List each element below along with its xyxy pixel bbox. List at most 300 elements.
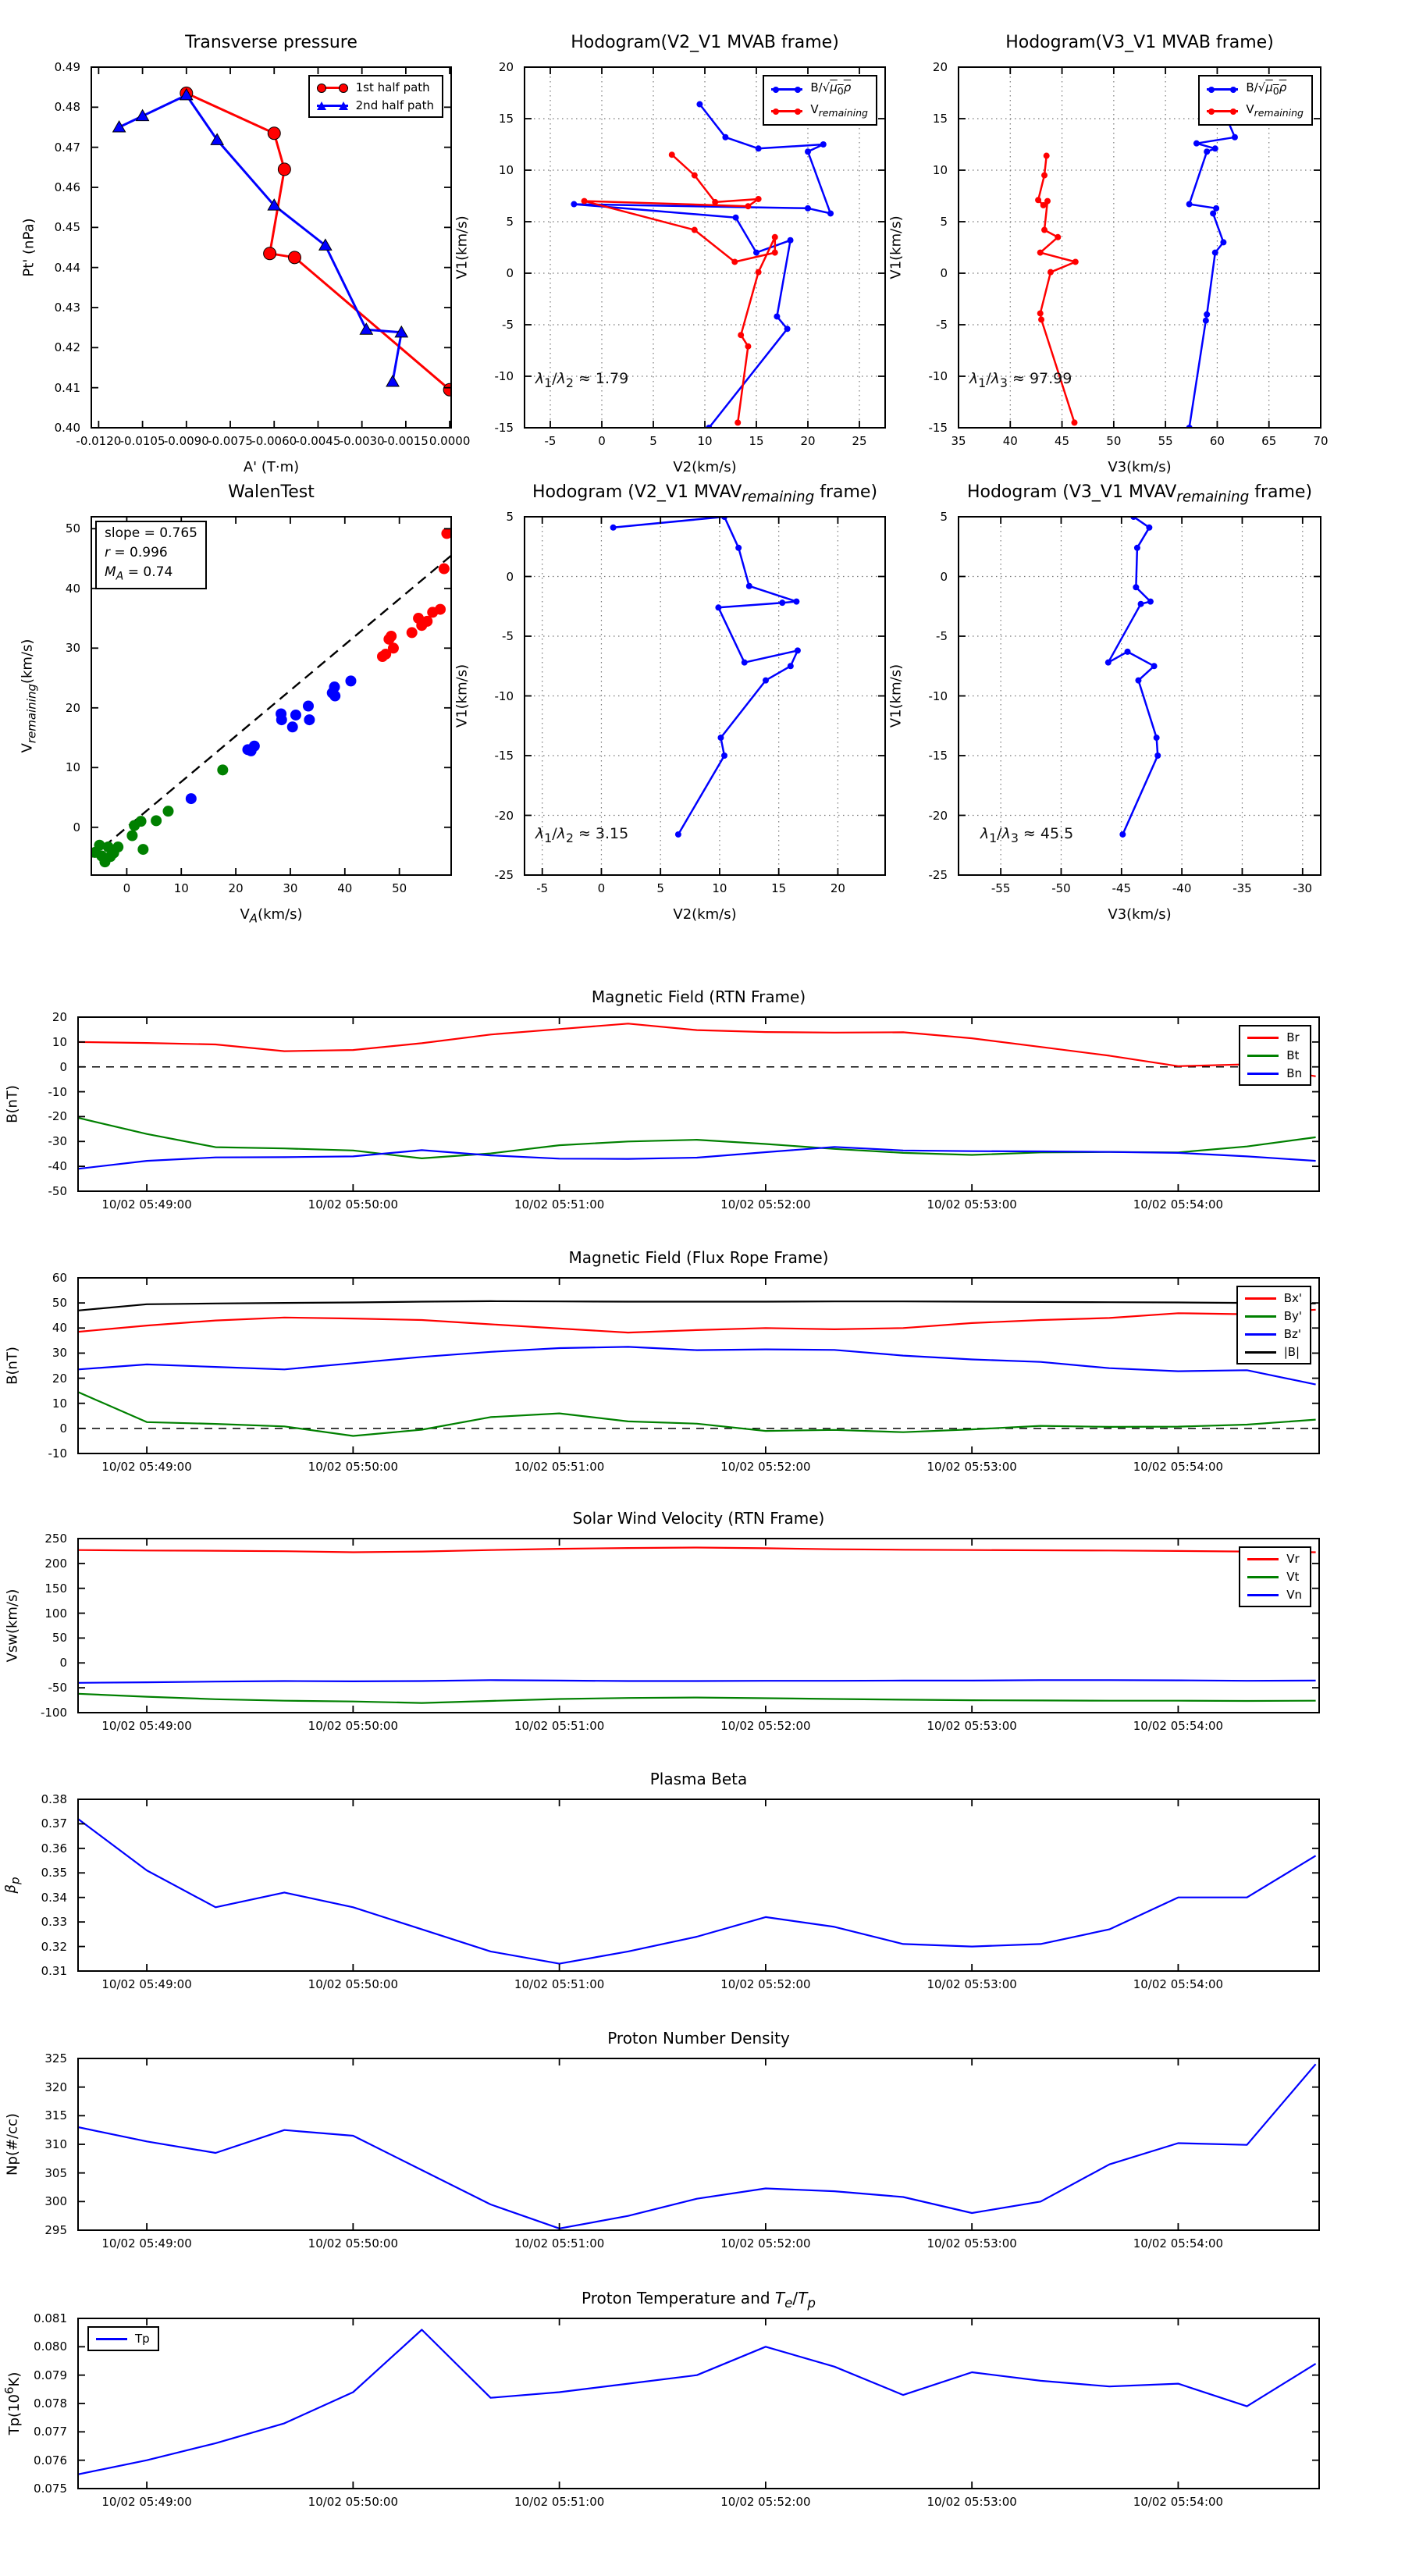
y-tick-label: 0.36 bbox=[41, 1841, 67, 1856]
scatter-point-mid-interval bbox=[345, 675, 356, 686]
legend-item bbox=[770, 102, 868, 120]
series-2nd-half-path bbox=[119, 95, 402, 382]
data-point bbox=[1232, 134, 1238, 141]
axes-frame bbox=[959, 517, 1321, 875]
y-tick-label: -25 bbox=[928, 868, 948, 882]
legend-sample-icon bbox=[1247, 1590, 1279, 1600]
x-tick-label: 10/02 05:52:00 bbox=[720, 2236, 811, 2250]
scatter-point-last-interval bbox=[388, 642, 399, 653]
y-tick-label: 5 bbox=[506, 510, 514, 524]
y-tick-label: -20 bbox=[928, 808, 948, 823]
data-point bbox=[696, 101, 702, 108]
x-tick-label: 10/02 05:50:00 bbox=[308, 1719, 399, 1733]
series-By-prime bbox=[78, 1392, 1316, 1436]
data-point bbox=[1044, 153, 1050, 159]
legend-sample-icon bbox=[1206, 84, 1239, 94]
y-tick-label: 0.38 bbox=[41, 1792, 67, 1806]
y-tick-label: 0 bbox=[59, 1421, 67, 1436]
plot-title: Hodogram(V3_V1 MVAB frame) bbox=[1005, 33, 1274, 52]
y-axis-label: Pt' (nPa) bbox=[20, 218, 37, 277]
hodogram-v2v1-mvav-remaining-canvas bbox=[439, 470, 948, 938]
x-tick-label: 10/02 05:50:00 bbox=[308, 1460, 399, 1474]
solar-wind-velocity-rtn bbox=[0, 1492, 1382, 1775]
data-point bbox=[1055, 234, 1061, 240]
y-tick-label: 10 bbox=[932, 163, 948, 177]
plot-title: Transverse pressure bbox=[185, 33, 357, 52]
y-tick-label: 0 bbox=[59, 1656, 67, 1670]
y-tick-label: 10 bbox=[498, 163, 514, 177]
y-axis-label: V1(km/s) bbox=[454, 664, 471, 728]
y-axis-label: $V_{remaining}(km/s)$ bbox=[19, 639, 39, 753]
legend-sample-icon bbox=[316, 83, 349, 93]
solar-wind-velocity-rtn-legend bbox=[1239, 1546, 1311, 1607]
data-point bbox=[717, 735, 724, 741]
x-tick-label: 0.0000 bbox=[429, 434, 471, 448]
y-tick-label: 200 bbox=[44, 1556, 67, 1571]
legend-item bbox=[1247, 1570, 1302, 1584]
data-point bbox=[1154, 735, 1160, 741]
legend-item bbox=[95, 2332, 150, 2346]
data-point bbox=[774, 313, 780, 319]
legend-item bbox=[1247, 1030, 1302, 1044]
scatter-point-first-interval bbox=[136, 816, 147, 827]
x-tick-label: 10/02 05:54:00 bbox=[1133, 1719, 1224, 1733]
annotation: $\lambda_1/\lambda_3 \approx 45.5$ bbox=[980, 824, 1074, 845]
magnetic-field-fluxrope bbox=[0, 1231, 1382, 1516]
data-point bbox=[1041, 227, 1048, 233]
data-point bbox=[1044, 198, 1051, 205]
x-tick-label: 15 bbox=[771, 881, 787, 895]
x-tick-label: 0 bbox=[123, 881, 131, 895]
y-tick-label: -5 bbox=[936, 318, 948, 332]
legend-label: $B/√\mu_0\rho$ bbox=[1246, 80, 1287, 97]
y-tick-label: 10 bbox=[65, 760, 80, 775]
series-Br bbox=[78, 1023, 1316, 1076]
data-point bbox=[745, 203, 751, 209]
y-axis-label: Np(#/cc) bbox=[4, 2113, 21, 2176]
y-tick-label: -10 bbox=[48, 1446, 67, 1461]
legend-sample-icon bbox=[1244, 1347, 1277, 1357]
plot-title: Solar Wind Velocity (RTN Frame) bbox=[572, 1509, 825, 1528]
scatter-point-mid-interval bbox=[329, 691, 340, 702]
data-point bbox=[805, 205, 811, 212]
y-tick-label: -100 bbox=[40, 1706, 67, 1720]
x-tick-label: 10/02 05:49:00 bbox=[101, 1719, 192, 1733]
legend-label: $B/√\mu_0\rho$ bbox=[810, 80, 852, 97]
y-tick-label: -10 bbox=[928, 688, 948, 703]
y-tick-label: 0.40 bbox=[54, 421, 80, 435]
x-tick-label: 20 bbox=[800, 434, 816, 448]
y-tick-label: 0.077 bbox=[34, 2425, 67, 2439]
data-point bbox=[788, 237, 794, 244]
y-tick-label: 15 bbox=[932, 112, 948, 126]
y-tick-label: 40 bbox=[52, 1321, 67, 1336]
series-Np bbox=[78, 2064, 1316, 2229]
plasma-beta-canvas bbox=[0, 1752, 1382, 2033]
annotation: $\lambda_1/\lambda_2 \approx 3.15$ bbox=[535, 824, 629, 845]
x-tick-label: 10 bbox=[697, 434, 713, 448]
y-tick-label: -15 bbox=[494, 421, 514, 435]
x-tick-label: 10/02 05:54:00 bbox=[1133, 2236, 1224, 2250]
y-tick-label: 0 bbox=[73, 820, 80, 834]
axes-frame bbox=[78, 1017, 1319, 1191]
data-point bbox=[735, 545, 742, 551]
scatter-point-mid-interval bbox=[304, 714, 315, 725]
data-point bbox=[1220, 239, 1226, 245]
legend-item bbox=[1247, 1552, 1302, 1566]
data-point bbox=[1105, 660, 1112, 666]
data-point bbox=[805, 148, 811, 155]
x-tick-label: -50 bbox=[1051, 881, 1071, 895]
plot-title: Proton Temperature and $T_e/T_p$ bbox=[582, 2289, 816, 2311]
series-Bx-prime bbox=[78, 1310, 1316, 1332]
data-point bbox=[1037, 250, 1044, 256]
legend-label: $V_{remaining}$ bbox=[810, 102, 868, 119]
x-tick-label: -5 bbox=[536, 881, 549, 895]
series-Bn bbox=[78, 1147, 1316, 1169]
y-tick-label: 0 bbox=[940, 569, 948, 584]
x-tick-label: -0.0015 bbox=[382, 434, 429, 448]
x-tick-label: 40 bbox=[337, 881, 353, 895]
y-tick-label: -40 bbox=[48, 1159, 67, 1174]
plot-title: Magnetic Field (Flux Rope Frame) bbox=[568, 1248, 829, 1267]
x-tick-label: 50 bbox=[1106, 434, 1122, 448]
x-tick-label: 10/02 05:54:00 bbox=[1133, 1197, 1224, 1212]
x-tick-label: 10/02 05:50:00 bbox=[308, 1197, 399, 1212]
legend-item bbox=[1206, 80, 1304, 98]
data-point bbox=[1037, 310, 1044, 316]
y-tick-label: 250 bbox=[44, 1532, 67, 1546]
plot-title: Hodogram (V3_V1 $MVAV_{remaining}$ frame) bbox=[966, 482, 1313, 506]
x-axis-label: $V_A(km/s)$ bbox=[240, 906, 303, 926]
y-tick-label: -15 bbox=[928, 421, 948, 435]
x-tick-label: 10/02 05:52:00 bbox=[720, 1197, 811, 1212]
legend-sample-icon bbox=[316, 101, 349, 111]
data-point bbox=[1151, 663, 1158, 669]
data-point bbox=[1071, 419, 1077, 425]
x-tick-label: 10/02 05:53:00 bbox=[927, 1460, 1017, 1474]
y-tick-label: -20 bbox=[48, 1109, 67, 1124]
data-point bbox=[1038, 316, 1044, 322]
y-tick-label: -50 bbox=[48, 1681, 67, 1695]
y-tick-label: 0.079 bbox=[34, 2368, 67, 2382]
y-tick-label: 0.48 bbox=[54, 100, 80, 115]
legend-item bbox=[1247, 1048, 1302, 1062]
data-point bbox=[610, 525, 617, 531]
data-point bbox=[1041, 173, 1048, 179]
scatter-point-first-interval bbox=[126, 831, 137, 841]
data-point bbox=[1212, 250, 1218, 256]
y-tick-label: 0 bbox=[506, 569, 514, 584]
x-tick-label: 10/02 05:51:00 bbox=[514, 2236, 605, 2250]
legend-sample-icon bbox=[770, 84, 803, 94]
plot-title: Hodogram(V2_V1 MVAB frame) bbox=[571, 33, 839, 52]
x-tick-label: 30 bbox=[283, 881, 298, 895]
legend-label: $V_{remaining}$ bbox=[1246, 102, 1304, 119]
y-tick-label: 0.081 bbox=[34, 2311, 67, 2325]
y-tick-label: 0.32 bbox=[41, 1939, 67, 1954]
y-tick-label: -10 bbox=[494, 369, 514, 383]
x-axis-label: V3(km/s) bbox=[1108, 906, 1172, 923]
x-tick-label: 20 bbox=[830, 881, 845, 895]
x-tick-label: 65 bbox=[1261, 434, 1277, 448]
legend-label: Bx' bbox=[1283, 1291, 1302, 1305]
transverse-pressure-legend bbox=[308, 75, 443, 118]
x-tick-label: 0 bbox=[597, 881, 606, 895]
x-tick-label: 10/02 05:50:00 bbox=[308, 2236, 399, 2250]
y-axis-label: $\beta_p$ bbox=[2, 1877, 23, 1894]
legend-item bbox=[316, 80, 434, 94]
plot-title: Proton Number Density bbox=[607, 2029, 790, 2048]
y-tick-label: 30 bbox=[52, 1346, 67, 1361]
transverse-pressure bbox=[5, 20, 514, 490]
data-point bbox=[788, 663, 794, 669]
data-point bbox=[756, 196, 762, 202]
fit-line bbox=[91, 556, 451, 857]
series-B-sqrt-mu0rho bbox=[1190, 103, 1235, 428]
stats-box: slope = 0.765 r = 0.996 $M_A = 0.74$ bbox=[95, 521, 207, 589]
axes-frame bbox=[525, 517, 885, 875]
x-tick-label: -0.0120 bbox=[76, 434, 122, 448]
data-point bbox=[1135, 678, 1141, 684]
legend-label: Br bbox=[1286, 1030, 1300, 1044]
annotation: $\lambda_1/\lambda_2 \approx 1.79$ bbox=[535, 370, 629, 390]
data-point bbox=[721, 753, 727, 759]
x-tick-label: -0.0045 bbox=[295, 434, 341, 448]
x-tick-label: 60 bbox=[1209, 434, 1225, 448]
legend-item bbox=[1247, 1066, 1302, 1080]
data-point bbox=[731, 258, 738, 265]
y-tick-label: -15 bbox=[928, 749, 948, 763]
x-tick-label: -0.0075 bbox=[208, 434, 253, 448]
y-tick-label: -5 bbox=[502, 629, 514, 643]
data-point bbox=[735, 419, 741, 425]
y-tick-label: 10 bbox=[52, 1034, 67, 1049]
scatter-point-first-interval bbox=[151, 815, 162, 826]
proton-temperature bbox=[0, 2272, 1382, 2551]
legend-item bbox=[1244, 1327, 1302, 1341]
data-point bbox=[772, 250, 778, 256]
x-tick-label: 10/02 05:50:00 bbox=[308, 1977, 399, 1991]
annotation: $\lambda_1/\lambda_3 \approx 97.99$ bbox=[969, 370, 1072, 390]
proton-number-density bbox=[0, 2012, 1382, 2293]
y-axis-label: B(nT) bbox=[4, 1085, 21, 1123]
series-B-magnitude bbox=[78, 1301, 1316, 1311]
data-point bbox=[1193, 141, 1200, 147]
x-tick-label: 20 bbox=[228, 881, 244, 895]
proton-temperature-canvas bbox=[0, 2272, 1382, 2551]
legend-label: Bt bbox=[1286, 1048, 1300, 1062]
legend-sample-icon bbox=[1247, 1572, 1279, 1582]
x-tick-label: 10/02 05:51:00 bbox=[514, 1460, 605, 1474]
data-point bbox=[1048, 269, 1054, 276]
data-point bbox=[1212, 145, 1218, 151]
plot-title: Plasma Beta bbox=[649, 1770, 748, 1788]
data-point bbox=[763, 678, 769, 684]
data-point bbox=[1119, 831, 1126, 838]
x-tick-label: 10/02 05:49:00 bbox=[101, 1197, 192, 1212]
y-tick-label: 300 bbox=[44, 2194, 67, 2209]
legend-label: Vr bbox=[1286, 1552, 1300, 1566]
y-tick-label: 0.34 bbox=[41, 1890, 67, 1905]
walen-test-canvas bbox=[5, 470, 514, 938]
y-tick-label: 320 bbox=[44, 2080, 67, 2094]
y-tick-label: 0.43 bbox=[54, 301, 80, 315]
scatter-point-mid-interval bbox=[303, 701, 314, 712]
scatter-point-first-interval bbox=[112, 841, 123, 852]
legend-sample-icon bbox=[1206, 106, 1239, 116]
y-tick-label: 0 bbox=[506, 266, 514, 280]
data-point bbox=[756, 269, 762, 276]
data-point bbox=[264, 247, 276, 260]
scatter-point-mid-interval bbox=[290, 710, 301, 720]
scatter-point-first-interval bbox=[162, 806, 173, 817]
data-point bbox=[753, 250, 759, 256]
series-Bz-prime bbox=[78, 1347, 1316, 1384]
x-tick-label: -30 bbox=[1293, 881, 1313, 895]
y-tick-label: -10 bbox=[48, 1084, 67, 1099]
data-point bbox=[1186, 201, 1193, 208]
x-tick-label: 10/02 05:49:00 bbox=[101, 2236, 192, 2250]
y-tick-label: 0.33 bbox=[41, 1915, 67, 1930]
data-point bbox=[1125, 649, 1131, 655]
y-tick-label: 315 bbox=[44, 2108, 67, 2123]
y-tick-label: -5 bbox=[502, 318, 514, 332]
y-axis-label: B(nT) bbox=[4, 1347, 21, 1385]
data-point bbox=[1204, 148, 1210, 155]
data-point bbox=[712, 199, 718, 205]
y-tick-label: -30 bbox=[48, 1134, 67, 1149]
legend-item bbox=[1244, 1309, 1302, 1323]
x-tick-label: -0.0060 bbox=[251, 434, 297, 448]
proton-temperature-legend bbox=[87, 2326, 159, 2351]
magnetic-field-fluxrope-legend bbox=[1236, 1286, 1311, 1364]
y-tick-label: -50 bbox=[48, 1184, 67, 1198]
x-tick-label: 25 bbox=[852, 434, 867, 448]
x-tick-label: -0.0090 bbox=[163, 434, 209, 448]
x-tick-label: 10/02 05:49:00 bbox=[101, 1977, 192, 1991]
y-tick-label: 50 bbox=[52, 1631, 67, 1646]
y-tick-label: 10 bbox=[52, 1396, 67, 1411]
x-tick-label: 10/02 05:49:00 bbox=[101, 1460, 192, 1474]
legend-sample-icon bbox=[1244, 1329, 1277, 1340]
x-tick-label: 10/02 05:53:00 bbox=[927, 1197, 1017, 1212]
x-tick-label: -55 bbox=[991, 881, 1011, 895]
data-point bbox=[1204, 311, 1210, 318]
data-point bbox=[784, 326, 791, 332]
x-axis-label: V2(km/s) bbox=[673, 459, 737, 475]
series-B-sqrt-mu0rho bbox=[1108, 517, 1158, 834]
x-tick-label: 10/02 05:53:00 bbox=[927, 2236, 1017, 2250]
y-tick-label: 0.35 bbox=[41, 1866, 67, 1880]
data-point bbox=[1146, 525, 1152, 531]
y-tick-label: 0 bbox=[940, 266, 948, 280]
x-tick-label: 0 bbox=[598, 434, 606, 448]
legend-sample-icon bbox=[770, 106, 803, 116]
data-point bbox=[582, 198, 588, 205]
axes-frame bbox=[78, 2058, 1319, 2230]
legend-sample-icon bbox=[1247, 1069, 1279, 1079]
data-point bbox=[742, 660, 748, 666]
data-point bbox=[746, 583, 752, 589]
x-axis-label: V3(km/s) bbox=[1108, 459, 1172, 475]
x-tick-label: -0.0105 bbox=[119, 434, 165, 448]
y-tick-label: 0.075 bbox=[34, 2482, 67, 2496]
legend-sample-icon bbox=[1244, 1293, 1277, 1304]
data-point bbox=[779, 600, 785, 606]
x-tick-label: 10 bbox=[173, 881, 189, 895]
y-tick-label: -10 bbox=[494, 688, 514, 703]
data-point bbox=[1154, 753, 1161, 759]
magnetic-field-rtn bbox=[0, 970, 1382, 1254]
data-point bbox=[1210, 210, 1216, 216]
legend-label: Tp bbox=[135, 2332, 150, 2346]
legend-sample-icon bbox=[95, 2334, 128, 2344]
data-point bbox=[675, 831, 681, 838]
y-axis-label: $Tp(10^6K)$ bbox=[2, 2371, 23, 2435]
y-tick-label: 0.44 bbox=[54, 260, 80, 275]
y-tick-label: 50 bbox=[65, 521, 80, 536]
data-point bbox=[1203, 318, 1209, 324]
legend-item bbox=[1206, 102, 1304, 120]
walen-test bbox=[5, 470, 514, 938]
data-point bbox=[745, 343, 751, 350]
scatter-point-last-interval bbox=[386, 631, 397, 642]
hodogram-v2v1-mvab-legend bbox=[763, 75, 877, 126]
y-tick-label: -10 bbox=[928, 369, 948, 383]
x-tick-label: 10/02 05:54:00 bbox=[1133, 2495, 1224, 2509]
legend-label: 1st half path bbox=[355, 80, 430, 94]
hodogram-v3v1-mvab-legend bbox=[1198, 75, 1313, 126]
y-tick-label: 0 bbox=[59, 1059, 67, 1074]
data-point bbox=[137, 110, 149, 121]
legend-sample-icon bbox=[1247, 1033, 1279, 1043]
y-axis-label: V1(km/s) bbox=[887, 664, 905, 728]
y-tick-label: 20 bbox=[932, 60, 948, 74]
data-point bbox=[738, 332, 744, 338]
data-point bbox=[827, 210, 834, 216]
y-tick-label: 0.078 bbox=[34, 2396, 67, 2411]
data-point bbox=[715, 604, 721, 610]
proton-number-density-canvas bbox=[0, 2012, 1382, 2293]
y-tick-label: -5 bbox=[936, 629, 948, 643]
x-tick-label: 10/02 05:52:00 bbox=[720, 1460, 811, 1474]
legend-label: By' bbox=[1283, 1309, 1302, 1323]
x-axis-label: A' (T·m) bbox=[243, 459, 300, 475]
legend-item bbox=[1244, 1291, 1302, 1305]
magnetic-field-rtn-legend bbox=[1239, 1025, 1311, 1086]
data-point bbox=[756, 145, 762, 151]
x-axis-label: V2(km/s) bbox=[673, 906, 737, 923]
series-Vt bbox=[78, 1694, 1316, 1703]
plot-title: Magnetic Field (RTN Frame) bbox=[591, 987, 806, 1006]
y-tick-label: 325 bbox=[44, 2051, 67, 2065]
x-tick-label: 15 bbox=[749, 434, 764, 448]
y-tick-label: 0.42 bbox=[54, 340, 80, 355]
data-point bbox=[692, 227, 698, 233]
data-point bbox=[1035, 197, 1041, 203]
data-point bbox=[1134, 545, 1140, 551]
data-point bbox=[278, 163, 290, 176]
hodogram-v3v1-mvav-remaining-canvas bbox=[873, 470, 1383, 938]
y-tick-label: 0.31 bbox=[41, 1964, 67, 1978]
x-tick-label: 10/02 05:52:00 bbox=[720, 1719, 811, 1733]
data-point bbox=[733, 215, 739, 221]
data-point bbox=[1072, 258, 1079, 265]
y-tick-label: 60 bbox=[52, 1271, 67, 1285]
y-tick-label: 30 bbox=[65, 641, 80, 656]
y-axis-label: Vsw(km/s) bbox=[4, 1589, 21, 1663]
